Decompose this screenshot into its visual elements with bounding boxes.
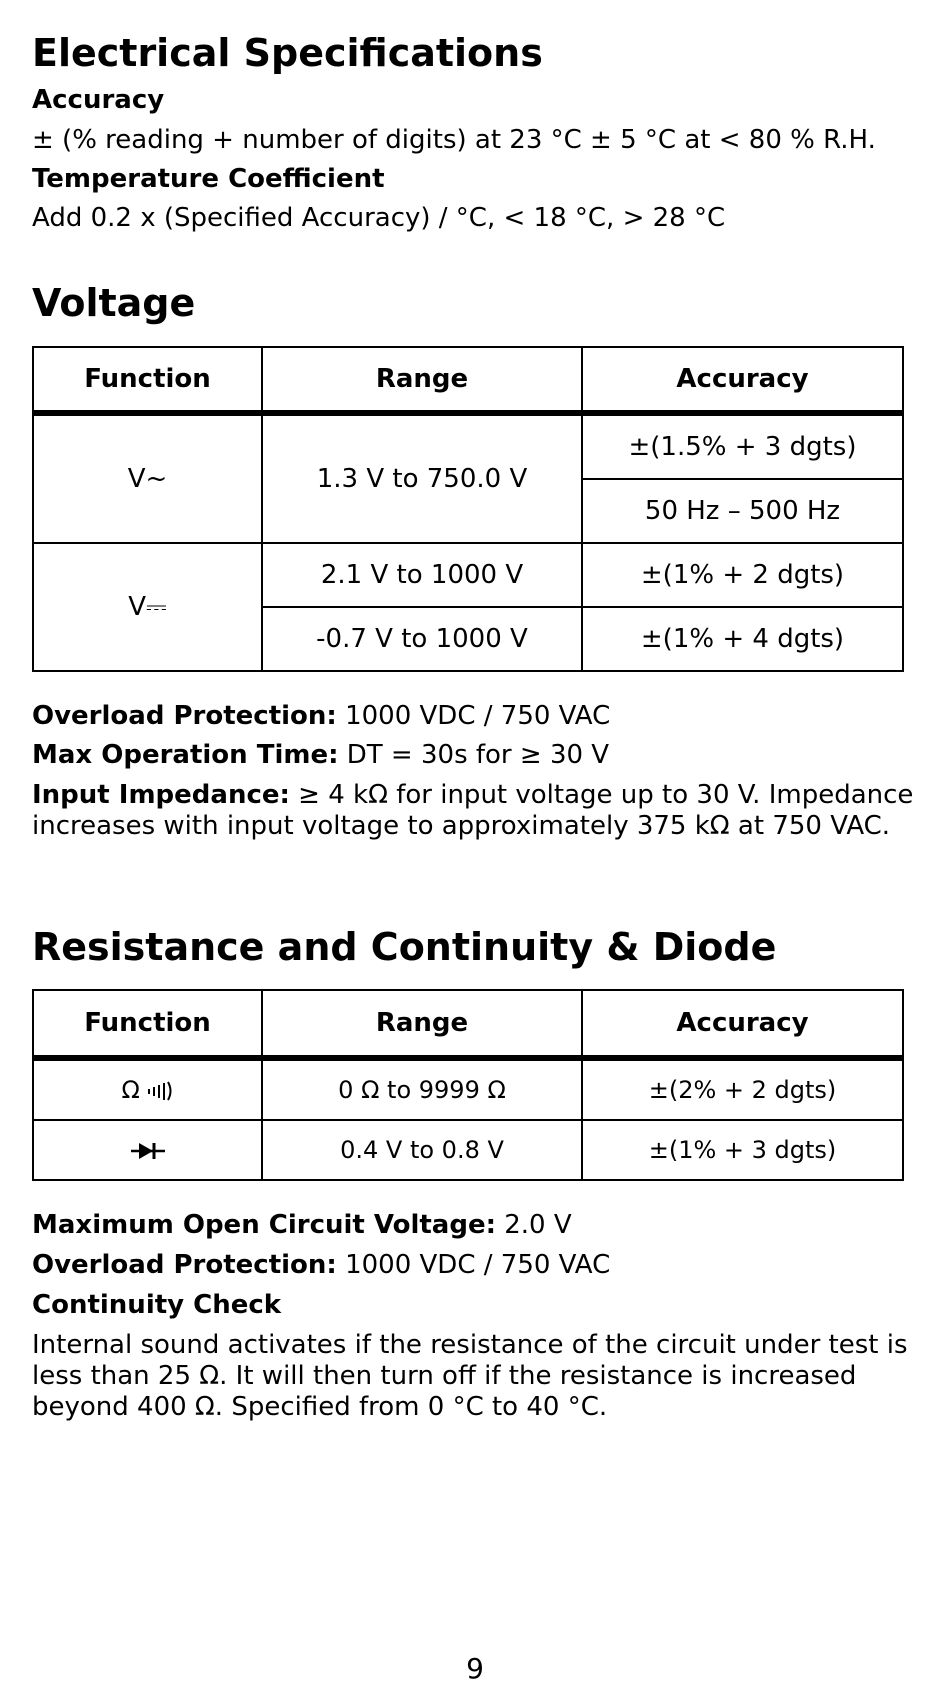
vdc-function: [33, 543, 262, 671]
table-row: [33, 543, 903, 607]
ohm-range: 0 Ω to 9999 Ω: [262, 1058, 582, 1120]
max-open-circuit-voltage: Maximum Open Circuit Voltage: 2.0 V: [32, 1210, 572, 1240]
continuity-heading: Continuity Check: [32, 1290, 282, 1320]
table-row: [33, 1120, 903, 1180]
ohm-accuracy: ±(2% + 2 dgts): [582, 1058, 903, 1120]
voltage-max-operation: Max Operation Time: DT = 30s for ≥ 30 V: [32, 740, 610, 770]
vdc-range-1: 2.1 V to 1000 V: [262, 543, 582, 607]
header-accuracy: Accuracy: [582, 990, 903, 1058]
page-number: 9: [466, 1652, 484, 1685]
diode-range: 0.4 V to 0.8 V: [262, 1120, 582, 1180]
resistance-title: Resistance and Continuity & Diode: [32, 925, 777, 969]
resistance-overload: Overload Protection: 1000 VDC / 750 VAC: [32, 1250, 611, 1280]
diode-accuracy: ±(1% + 3 dgts): [582, 1120, 903, 1180]
vac-range: 1.3 V to 750.0 V: [262, 413, 582, 543]
vdc-range-2: -0.7 V to 1000 V: [262, 607, 582, 671]
vac-frequency: 50 Hz – 500 Hz: [582, 479, 903, 543]
tempco-text: Add 0.2 x (Specified Accuracy) / °C, < 18 °C, > 28 °C: [32, 203, 726, 233]
header-accuracy: Accuracy: [582, 347, 903, 413]
vac-function: [33, 413, 262, 543]
ohm-symbol: Ω: [121, 1076, 140, 1104]
continuity-text: Internal sound activates if the resistance of the circuit under test is less than 25 Ω. It will then turn off if the resistance is increased beyond 400 Ω. Specified from 0 °C to 40 °C.: [32, 1330, 908, 1422]
header-range: Range: [262, 347, 582, 413]
voltage-table: [32, 346, 904, 672]
voltage-input-impedance: Input Impedance: ≥ 4 kΩ for input voltage up to 30 V. Impedance increases with input voltage to approximately 375 kΩ at 750 VAC.: [32, 780, 914, 841]
accuracy-heading: Accuracy: [32, 85, 165, 115]
resistance-table-header: [33, 990, 903, 1058]
vdc-accuracy-2: ±(1% + 4 dgts): [582, 607, 903, 671]
vac-accuracy: ±(1.5% + 3 dgts): [582, 413, 903, 479]
header-function: Function: [33, 990, 262, 1058]
table-row: [33, 1058, 903, 1120]
voltage-title: Voltage: [32, 281, 196, 325]
diode-function: [33, 1120, 262, 1180]
vdc-symbol: V⎓: [128, 591, 167, 622]
vdc-accuracy-1: ±(1% + 2 dgts): [582, 543, 903, 607]
voltage-overload: Overload Protection: 1000 VDC / 750 VAC: [32, 701, 611, 731]
continuity-icon: [147, 1076, 173, 1104]
table-row: [33, 413, 903, 479]
electrical-specs-title: Electrical Specifications: [32, 31, 543, 75]
header-range: Range: [262, 990, 582, 1058]
vac-symbol: V~: [127, 464, 168, 494]
accuracy-text: ± (% reading + number of digits) at 23 °C ± 5 °C at < 80 % R.H.: [32, 125, 876, 155]
diode-icon: [131, 1136, 165, 1164]
ohm-continuity-function: [33, 1058, 262, 1120]
voltage-table-header: [33, 347, 903, 413]
header-function: Function: [33, 347, 262, 413]
tempco-heading: Temperature Coefficient: [32, 164, 385, 194]
resistance-table: [32, 989, 904, 1181]
